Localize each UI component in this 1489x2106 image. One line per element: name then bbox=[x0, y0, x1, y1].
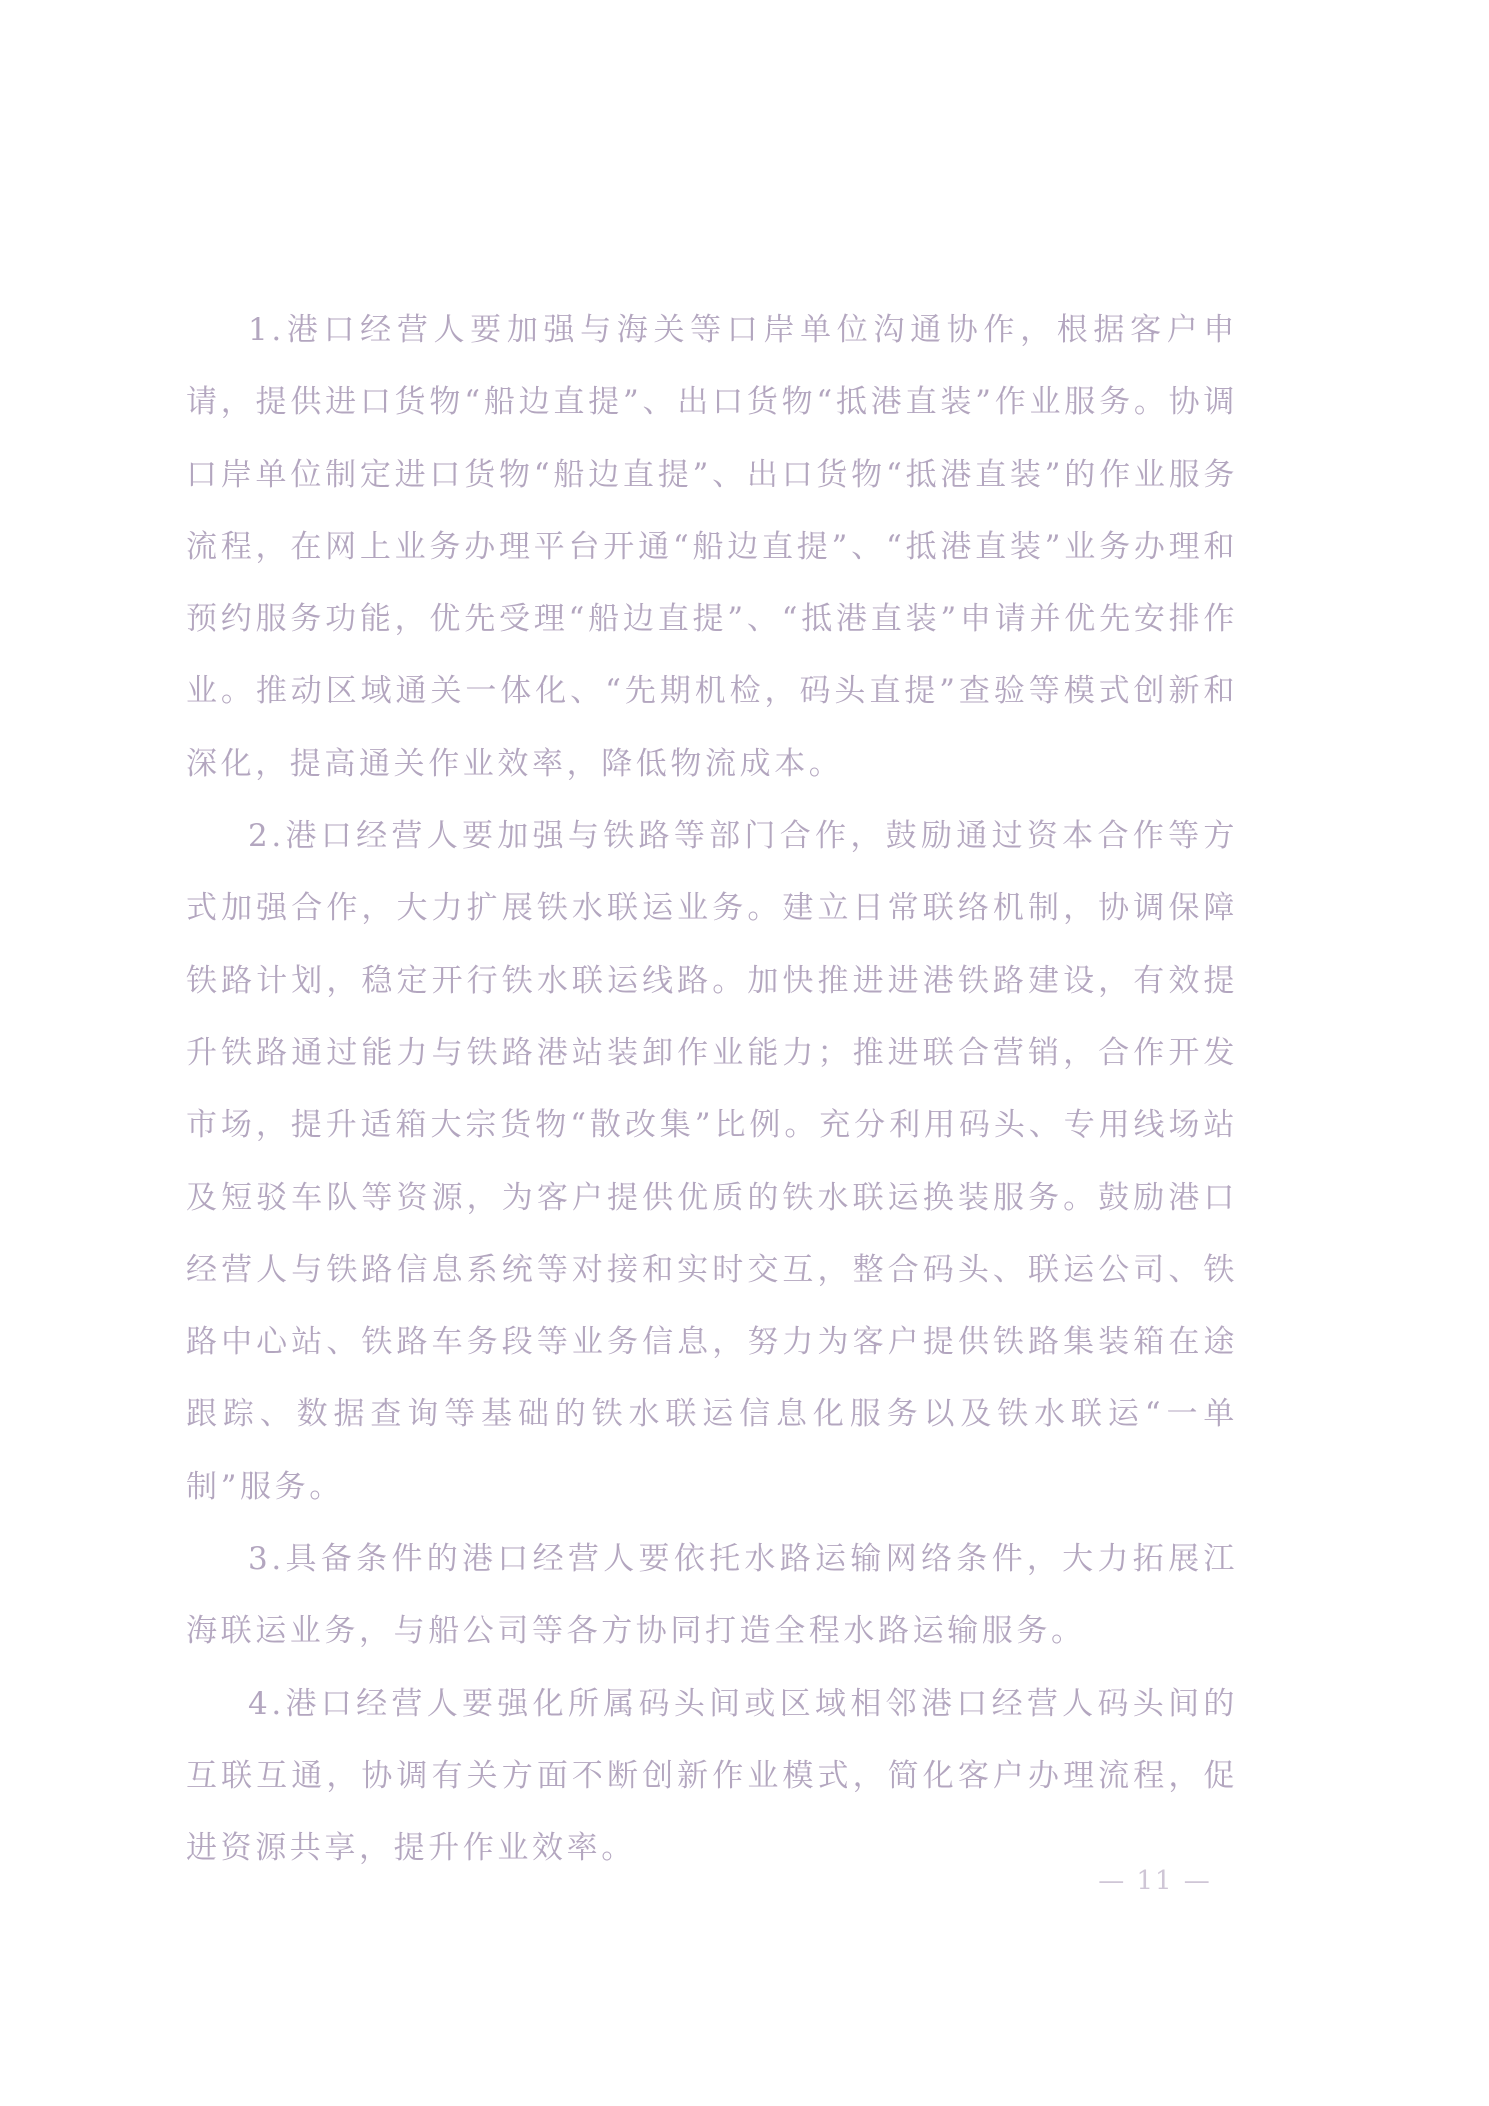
document-body bbox=[186, 294, 1238, 1885]
paragraph-2: 2.港口经营人要加强与铁路等部门合作，鼓励通过资本合作等方式加强合作，大力扩展铁水联运业务。建立日常联络机制，协调保障铁路计划，稳定开行铁水联运线路。加快推进进港铁路建设，有效提升铁路通过能力与铁路港站装卸作业能力；推进联合营销，合作开发市场，提升适箱大宗货物“散改集”比例。充分利用码头、专用线场站及短驳车队等资源，为客户提供优质的铁水联运换装服务。鼓励港口经营人与铁路信息系统等对接和实时交互，整合码头、联运公司、铁路中心站、铁路车务段等业务信息，努力为客户提供铁路集装箱在途跟踪、数据查询等基础的铁水联运信息化服务以及铁水联运“一单制”服务。 bbox=[186, 818, 1238, 1505]
paragraph-3: 3.具备条件的港口经营人要依托水路运输网络条件，大力拓展江海联运业务，与船公司等各方协同打造全程水路运输服务。 bbox=[186, 1541, 1238, 1650]
page-number: — 11 — bbox=[1098, 1866, 1212, 1896]
paragraph-1: 1.港口经营人要加强与海关等口岸单位沟通协作，根据客户申请，提供进口货物“船边直提”、出口货物“抵港直装”作业服务。协调口岸单位制定进口货物“船边直提”、出口货物“抵港直装”的作业服务流程，在网上业务办理平台开通“船边直提”、“抵港直装”业务办理和预约服务功能，优先受理“船边直提”、“抵港直装”申请并优先安排作业。推动区域通关一体化、“先期机检，码头直提”查验等模式创新和深化，提高通关作业效率，降低物流成本。 bbox=[186, 312, 1238, 782]
paragraph-4: 4.港口经营人要强化所属码头间或区域相邻港口经营人码头间的互联互通，协调有关方面不断创新作业模式，简化客户办理流程，促进资源共享，提升作业效率。 bbox=[186, 1685, 1238, 1867]
